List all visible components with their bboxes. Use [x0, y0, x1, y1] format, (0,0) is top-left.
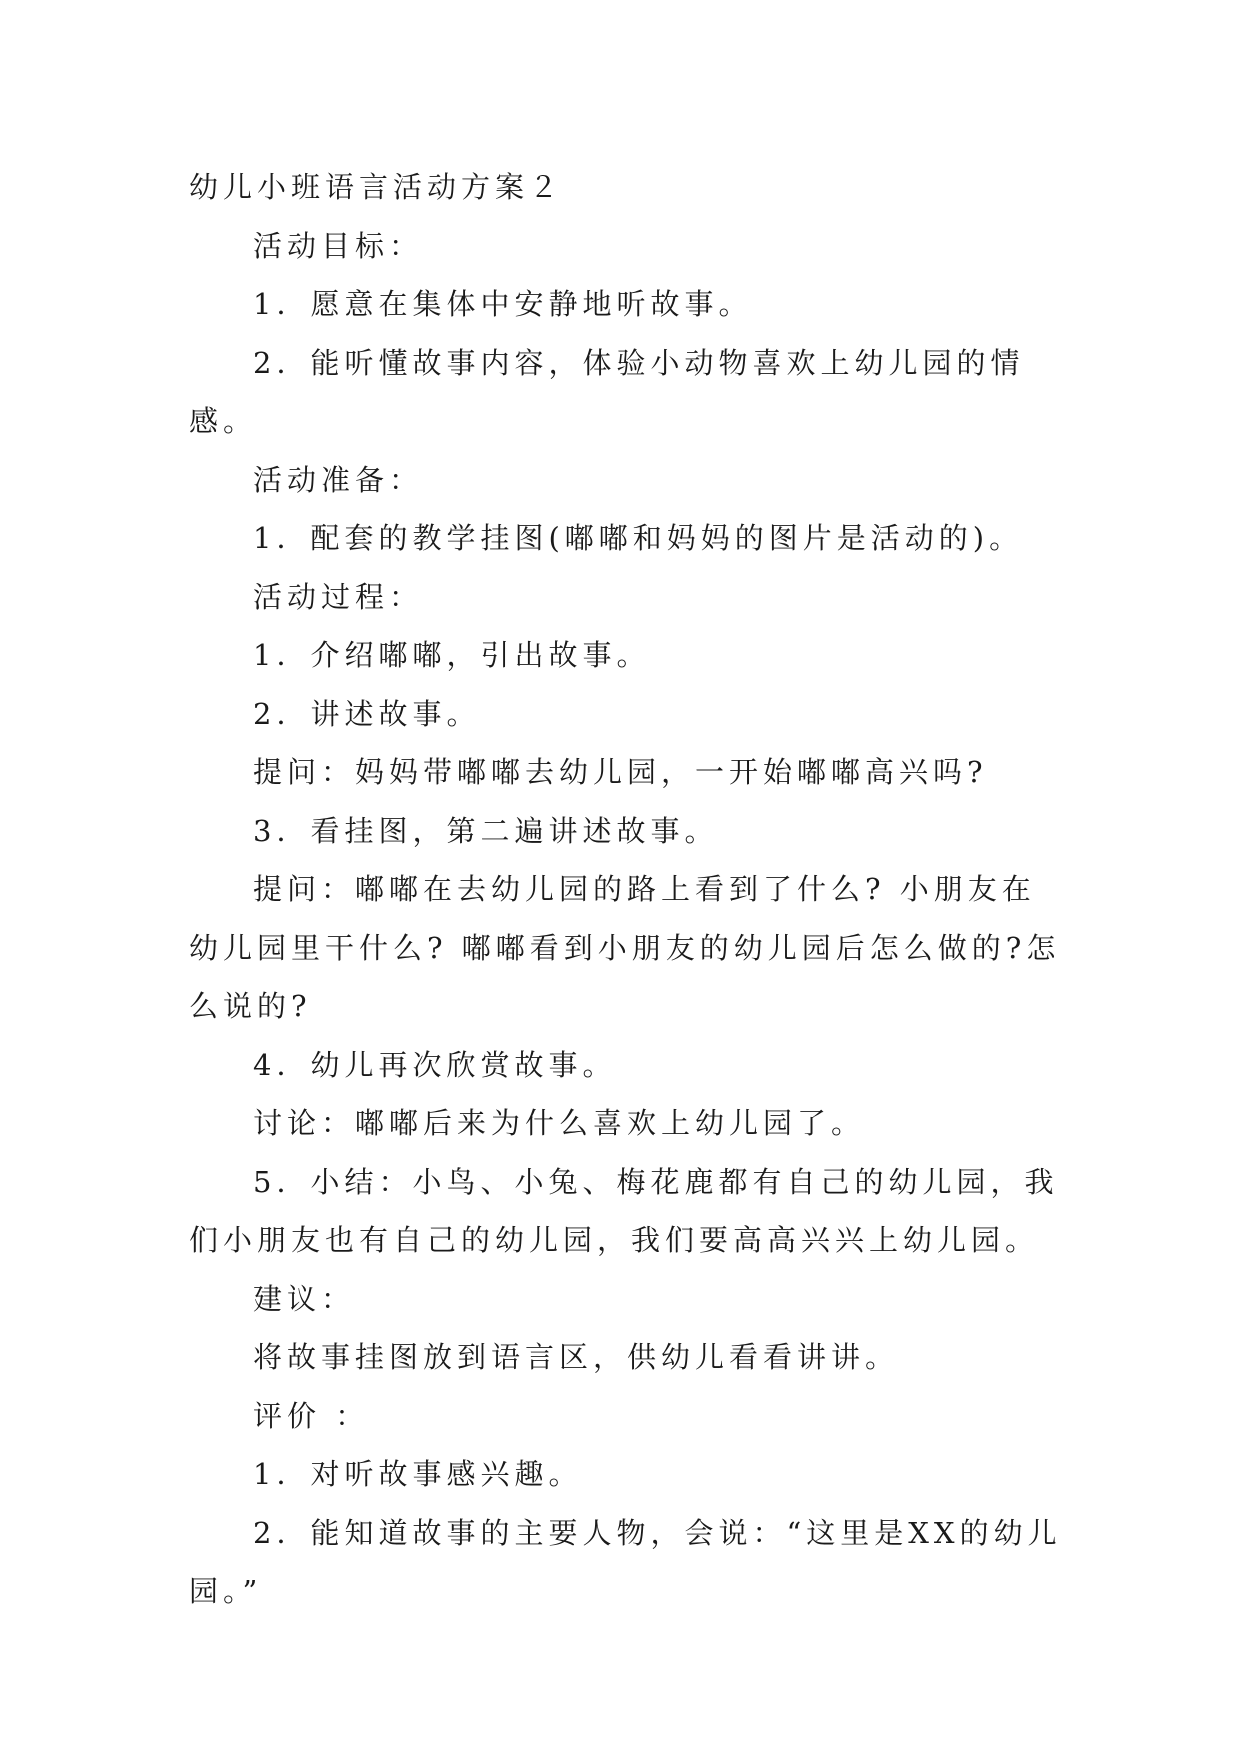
- paragraph-evaluation-2: 2．能知道故事的主要人物，会说：“这里是XX的幼儿园。”: [189, 1515, 1062, 1608]
- paragraph-question-2: 提问：嘟嘟在去幼儿园的路上看到了什么? 小朋友在幼儿园里干什么? 嘟嘟看到小朋友的幼儿园后怎么做的?怎么说的?: [189, 872, 1061, 1023]
- paragraph-goals-heading: 活动目标：: [253, 228, 424, 263]
- paragraph-question-1: 提问：妈妈带嘟嘟去幼儿园，一开始嘟嘟高兴吗?: [253, 755, 988, 789]
- paragraph-evaluation-heading: 评价 ：: [253, 1398, 370, 1433]
- paragraph-prep-1: 1．配套的教学挂图(嘟嘟和妈妈的图片是活动的)。: [253, 521, 1024, 555]
- document-body: [189, 158, 1069, 1621]
- paragraph-suggestion-heading: 建议：: [253, 1281, 356, 1316]
- paragraph-suggestion: 将故事挂图放到语言区，供幼儿看看讲讲。: [253, 1340, 900, 1374]
- paragraph-process-5: 5．小结：小鸟、小兔、梅花鹿都有自己的幼儿园，我们小朋友也有自己的幼儿园，我们要高高兴兴上幼儿园。: [189, 1164, 1059, 1257]
- paragraph-goal-1: 1．愿意在集体中安静地听故事。: [253, 287, 753, 321]
- paragraph-process-2: 2．讲述故事。: [253, 696, 481, 731]
- paragraph-process-1: 1．介绍嘟嘟，引出故事。: [253, 638, 651, 672]
- document-title: 幼儿小班语言活动方案２: [189, 170, 564, 204]
- paragraph-process-4: 4．幼儿再次欣赏故事。: [253, 1047, 617, 1082]
- paragraph-process-heading: 活动过程：: [253, 579, 424, 614]
- paragraph-prep-heading: 活动准备：: [253, 462, 424, 497]
- paragraph-process-3: 3．看挂图，第二遍讲述故事。: [253, 813, 719, 848]
- paragraph-evaluation-1: 1．对听故事感兴趣。: [253, 1457, 583, 1491]
- paragraph-discussion: 讨论：嘟嘟后来为什么喜欢上幼儿园了。: [253, 1106, 866, 1140]
- paragraph-goal-2: 2．能听懂故事内容，体验小动物喜欢上幼儿园的情感。: [189, 345, 1025, 438]
